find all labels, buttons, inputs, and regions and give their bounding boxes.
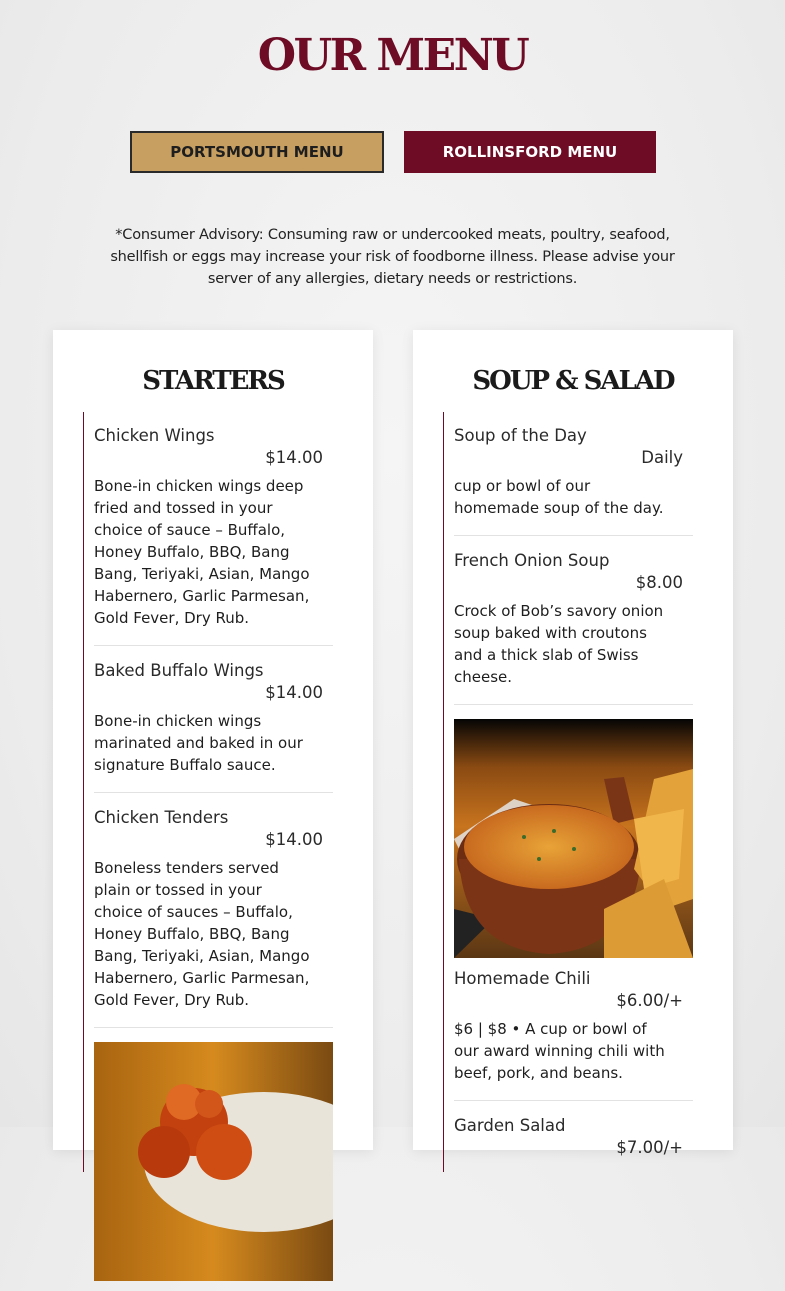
item-description: Bone-in chicken wings deep fried and tossed in your choice of sauce – Buffalo, Honey Buffalo, BBQ, Bang Bang, Teriyaki, Asian, Mango Habernero, Garlic Parmesan, Gold Fever, Dry Rub. <box>94 477 310 627</box>
menu-item <box>94 807 333 1028</box>
item-name: Homemade Chili <box>454 969 591 988</box>
item-price: $8.00 <box>635 573 683 592</box>
soup-salad-list <box>454 425 693 1189</box>
menu-item <box>94 660 333 793</box>
starters-list <box>94 425 333 1291</box>
soup-salad-heading: SOUP & SALAD <box>472 366 674 396</box>
menu-item <box>454 425 693 536</box>
menu-item <box>454 968 693 1101</box>
portsmouth-menu-button[interactable]: PORTSMOUTH MENU <box>130 131 384 173</box>
item-description: $6 | $8 • A cup or bowl of our award winning chili with beef, pork, and beans. <box>454 1020 665 1082</box>
chili-photo <box>454 719 693 958</box>
item-description: cup or bowl of our homemade soup of the day. <box>454 477 664 517</box>
item-name: Baked Buffalo Wings <box>94 661 264 680</box>
menu-item <box>454 1115 693 1175</box>
item-price: $14.00 <box>265 683 323 702</box>
accent-rule <box>83 412 84 1172</box>
item-price: $14.00 <box>265 830 323 849</box>
menu-item <box>94 425 333 646</box>
item-name: Chicken Wings <box>94 426 215 445</box>
accent-rule <box>443 412 444 1172</box>
soup-salad-card <box>413 330 733 1157</box>
item-name: Soup of the Day <box>454 426 587 445</box>
page-title: OUR MENU <box>257 30 528 81</box>
item-price: $6.00/+ <box>616 991 683 1010</box>
starters-heading: STARTERS <box>142 366 284 396</box>
rollinsford-menu-button[interactable]: ROLLINSFORD MENU <box>404 131 656 173</box>
consumer-advisory: *Consumer Advisory: Consuming raw or undercooked meats, poultry, seafood, shellfish or eggs may increase your risk of foodborne illness. Please advise your server of any allergies, dietary needs or restrictions. <box>110 227 675 287</box>
item-description: Bone-in chicken wings marinated and baked in our signature Buffalo sauce. <box>94 712 303 774</box>
item-name: Chicken Tenders <box>94 808 229 827</box>
item-price: $14.00 <box>265 448 323 467</box>
item-price: Daily <box>641 448 683 467</box>
starters-card <box>53 330 373 1150</box>
item-price: $7.00/+ <box>616 1138 683 1157</box>
item-name: Garden Salad <box>454 1116 566 1135</box>
item-description: Boneless tenders served plain or tossed in your choice of sauces – Buffalo, Honey Buffalo, BBQ, Bang Bang, Teriyaki, Asian, Mango Habernero, Garlic Parmesan, Gold Fever, Dry Rub. <box>94 859 310 1009</box>
item-description: Crock of Bob’s savory onion soup baked with croutons and a thick slab of Swiss cheese. <box>454 602 664 686</box>
wings-photo <box>94 1042 333 1281</box>
item-name: French Onion Soup <box>454 551 610 570</box>
menu-item <box>454 550 693 705</box>
